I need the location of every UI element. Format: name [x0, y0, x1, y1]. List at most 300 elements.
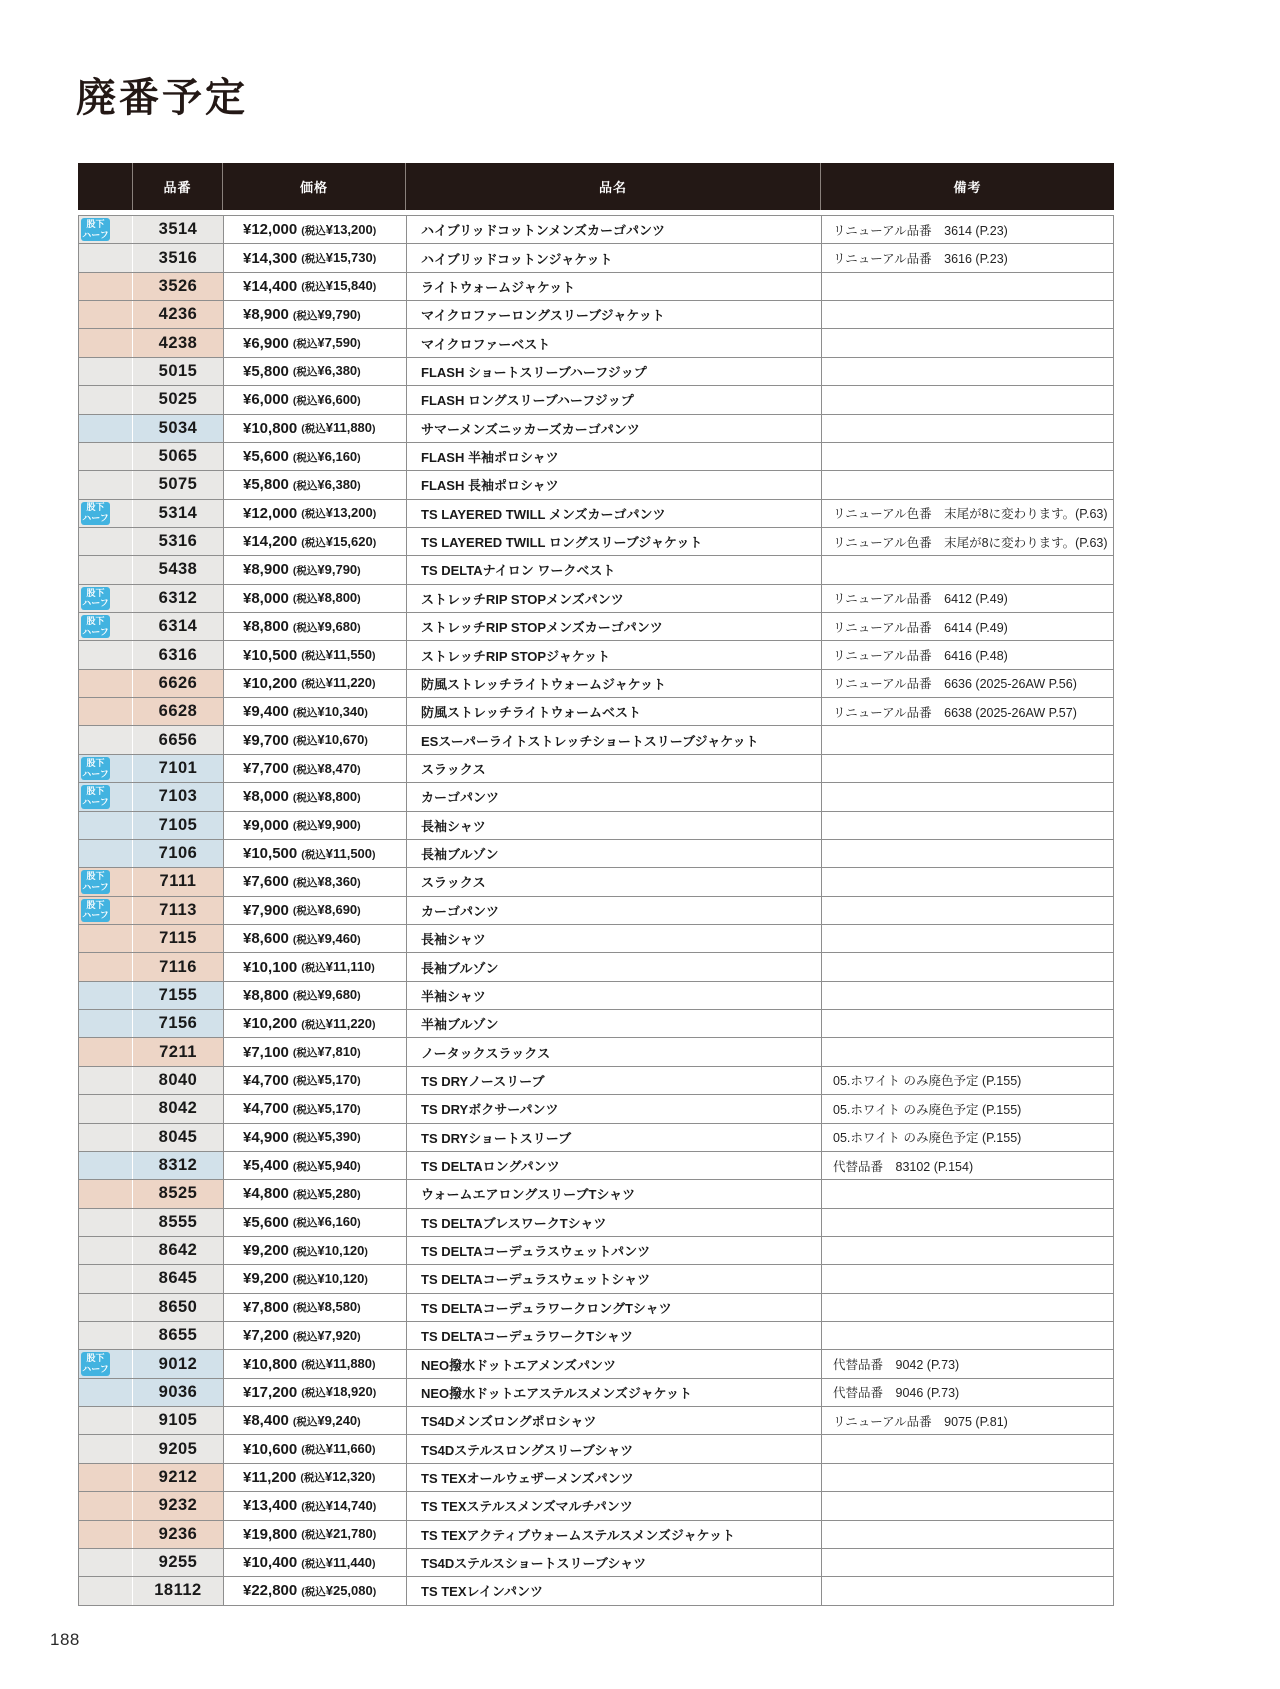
price-tax-included — [301, 1383, 376, 1401]
price-cell — [223, 783, 406, 810]
product-code: 7105 — [133, 812, 223, 839]
table-row — [79, 443, 1113, 471]
badge-line-1: 股下 — [86, 757, 105, 768]
product-name: TS DELTAコーデュラワークTシャツ — [406, 1322, 821, 1349]
tax-suffix: ) — [357, 479, 361, 492]
tax-value: ¥11,660 — [325, 1441, 373, 1457]
price-cell — [223, 1379, 406, 1406]
price-cell — [223, 1464, 406, 1491]
table-row — [79, 386, 1113, 414]
remark — [821, 1180, 1113, 1207]
tax-suffix: ) — [357, 1217, 361, 1230]
tax-suffix: ) — [372, 224, 377, 237]
tag-cell — [79, 556, 133, 583]
tax-prefix: (税込 — [292, 876, 318, 889]
table-row — [79, 868, 1113, 896]
tax-prefix: (税込 — [301, 1500, 326, 1513]
remark — [821, 1464, 1113, 1491]
tax-suffix: ) — [357, 451, 361, 464]
tax-value: ¥5,280 — [317, 1185, 358, 1201]
remark — [821, 386, 1113, 413]
product-name: 長袖シャツ — [406, 925, 821, 952]
remark — [821, 755, 1113, 782]
tag-cell — [79, 329, 133, 356]
tax-suffix: ) — [357, 338, 361, 351]
remark: リニューアル品番 6416 (P.48) — [821, 641, 1113, 668]
product-name: TS DRYボクサーパンツ — [406, 1095, 821, 1122]
price-tax-included — [301, 419, 375, 437]
price-base: ¥6,900 — [243, 334, 289, 352]
product-name: TS DRYショートスリーブ — [406, 1124, 821, 1151]
tax-prefix: (税込 — [292, 366, 318, 379]
price-cell — [223, 1265, 406, 1292]
tax-suffix: ) — [357, 1330, 361, 1343]
price-tax-included — [301, 533, 376, 551]
tax-value: ¥9,680 — [317, 618, 358, 634]
badge-line-2: ハーフ — [82, 768, 109, 779]
price-tax-included — [293, 362, 361, 380]
price-cell — [223, 755, 406, 782]
tax-suffix: ) — [357, 791, 361, 804]
price-cell — [223, 1124, 406, 1151]
remark — [821, 301, 1113, 328]
badge-line-2: ハーフ — [82, 598, 109, 609]
remark — [821, 329, 1113, 356]
tax-prefix: (税込 — [292, 394, 318, 407]
price-tax-included — [301, 1582, 376, 1600]
price-base: ¥8,000 — [243, 788, 289, 806]
product-name: 長袖シャツ — [406, 812, 821, 839]
remark: リニューアル品番 6638 (2025-26AW P.57) — [821, 698, 1113, 725]
tax-prefix: (税込 — [292, 905, 318, 918]
remark — [821, 868, 1113, 895]
price-tax-included — [293, 306, 361, 324]
tag-cell — [79, 953, 133, 980]
price-cell — [223, 1294, 406, 1321]
remark — [821, 953, 1113, 980]
price-base: ¥5,600 — [243, 448, 289, 466]
badge-line-2: ハーフ — [82, 796, 109, 807]
tag-cell — [79, 1435, 133, 1462]
tax-value: ¥11,550 — [325, 647, 373, 663]
tag-cell — [79, 1350, 133, 1377]
price-cell — [223, 471, 406, 498]
remark — [821, 840, 1113, 867]
tax-value: ¥5,390 — [317, 1129, 358, 1145]
tag-cell — [79, 613, 133, 640]
price-tax-included — [293, 618, 361, 636]
remark — [821, 783, 1113, 810]
tax-value: ¥11,880 — [325, 420, 373, 436]
price-tax-included — [293, 731, 368, 749]
price-tax-included — [300, 1468, 375, 1486]
remark — [821, 273, 1113, 300]
price-base: ¥4,900 — [243, 1128, 289, 1146]
price-tax-included — [301, 1015, 375, 1033]
product-code: 5438 — [133, 556, 223, 583]
tax-value: ¥5,170 — [317, 1072, 358, 1088]
product-code: 9232 — [133, 1492, 223, 1519]
remark — [821, 1209, 1113, 1236]
tax-suffix: ) — [372, 1387, 377, 1400]
product-name: TS4Dステルスショートスリーブシャツ — [406, 1549, 821, 1576]
tax-prefix: (税込 — [301, 1529, 326, 1542]
tax-suffix: ) — [372, 1444, 376, 1457]
tax-prefix: (税込 — [301, 224, 326, 237]
tax-prefix: (税込 — [292, 1132, 318, 1145]
price-cell — [223, 1407, 406, 1434]
price-tax-included — [293, 788, 361, 806]
tax-value: ¥11,880 — [325, 1356, 373, 1372]
table-row — [79, 783, 1113, 811]
product-name: 長袖ブルゾン — [406, 840, 821, 867]
table-row — [79, 1067, 1113, 1095]
tax-prefix: (税込 — [292, 564, 318, 577]
price-tax-included — [293, 1213, 361, 1231]
price-cell — [223, 1237, 406, 1264]
price-cell — [223, 868, 406, 895]
product-name: ストレッチRIP STOPメンズカーゴパンツ — [406, 613, 821, 640]
table-row — [79, 585, 1113, 613]
header-price: 価格 — [222, 163, 405, 210]
tag-cell — [79, 471, 133, 498]
product-code: 7101 — [133, 755, 223, 782]
tax-value: ¥6,160 — [317, 448, 358, 464]
tax-suffix: ) — [364, 706, 368, 719]
tax-suffix: ) — [357, 593, 361, 606]
table-header-row — [78, 163, 1114, 210]
tag-cell — [79, 1237, 133, 1264]
price-tax-included — [293, 760, 361, 778]
table-row — [79, 1322, 1113, 1350]
tax-prefix: (税込 — [301, 1387, 326, 1400]
product-name: FLASH 半袖ポロシャツ — [406, 443, 821, 470]
badge-line-2: ハーフ — [82, 1364, 109, 1375]
price-base: ¥5,800 — [243, 476, 289, 494]
tag-cell — [79, 301, 133, 328]
price-base: ¥14,400 — [243, 277, 298, 295]
tag-cell — [79, 1294, 133, 1321]
remark — [821, 897, 1113, 924]
remark: リニューアル品番 3616 (P.23) — [821, 244, 1113, 271]
price-tax-included — [293, 1185, 361, 1203]
tax-prefix: (税込 — [292, 820, 318, 833]
header-product-name: 品名 — [405, 163, 820, 210]
tax-prefix: (税込 — [301, 1359, 326, 1372]
price-base: ¥12,000 — [243, 504, 298, 522]
table-row — [79, 1407, 1113, 1435]
price-cell — [223, 641, 406, 668]
tax-suffix: ) — [372, 281, 377, 294]
inseam-half-badge — [81, 757, 110, 780]
product-code: 7111 — [133, 868, 223, 895]
product-name: TS TEXアクティブウォームステルスメンズジャケット — [406, 1521, 821, 1548]
product-code: 7115 — [133, 925, 223, 952]
tag-cell — [79, 641, 133, 668]
header-remarks: 備考 — [820, 163, 1114, 210]
table-body — [78, 215, 1114, 1606]
product-code: 8655 — [133, 1322, 223, 1349]
price-tax-included — [293, 703, 368, 721]
remark: リニューアル品番 6412 (P.49) — [821, 585, 1113, 612]
price-cell — [223, 670, 406, 697]
price-cell — [223, 301, 406, 328]
product-name: TS TEXオールウェザーメンズパンツ — [406, 1464, 821, 1491]
remark: 05.ホワイト のみ廃色予定 (P.155) — [821, 1095, 1113, 1122]
tax-value: ¥11,110 — [325, 959, 372, 975]
price-cell — [223, 982, 406, 1009]
remark: 05.ホワイト のみ廃色予定 (P.155) — [821, 1124, 1113, 1151]
tax-value: ¥8,360 — [317, 873, 358, 889]
tax-suffix: ) — [371, 1472, 376, 1485]
product-name: TS TEXステルスメンズマルチパンツ — [406, 1492, 821, 1519]
remark — [821, 415, 1113, 442]
tax-prefix: (税込 — [292, 1103, 318, 1116]
tax-prefix: (税込 — [292, 1188, 318, 1201]
inseam-half-badge — [81, 502, 110, 525]
price-base: ¥4,700 — [243, 1100, 289, 1118]
product-code: 7103 — [133, 783, 223, 810]
badge-line-2: ハーフ — [82, 229, 109, 240]
tag-cell — [79, 273, 133, 300]
table-row — [79, 1435, 1113, 1463]
price-tax-included — [293, 448, 361, 466]
product-name: TS4Dステルスロングスリーブシャツ — [406, 1435, 821, 1462]
product-name: TS DELTAロングパンツ — [406, 1152, 821, 1179]
product-name: FLASH ショートスリーブハーフジップ — [406, 358, 821, 385]
tax-suffix: ) — [364, 1245, 368, 1258]
price-tax-included — [293, 561, 361, 579]
price-cell — [223, 1067, 406, 1094]
price-tax-included — [293, 334, 361, 352]
tax-prefix: (税込 — [292, 1415, 318, 1428]
product-code: 9255 — [133, 1549, 223, 1576]
price-base: ¥10,200 — [243, 674, 298, 692]
tax-suffix: ) — [357, 1302, 361, 1315]
tax-prefix: (税込 — [301, 678, 326, 691]
product-name: TS DELTAコーデュラワークロングTシャツ — [406, 1294, 821, 1321]
tax-suffix: ) — [357, 564, 361, 577]
price-cell — [223, 698, 406, 725]
product-code: 7113 — [133, 897, 223, 924]
tax-value: ¥8,580 — [317, 1299, 358, 1315]
price-base: ¥7,200 — [243, 1327, 289, 1345]
price-cell — [223, 216, 406, 243]
price-cell — [223, 1209, 406, 1236]
price-tax-included — [301, 504, 376, 522]
tag-cell — [79, 443, 133, 470]
table-row — [79, 726, 1113, 754]
product-code: 9012 — [133, 1350, 223, 1377]
remark — [821, 1010, 1113, 1037]
tag-cell — [79, 670, 133, 697]
tax-suffix: ) — [372, 678, 376, 691]
price-cell — [223, 953, 406, 980]
tag-cell — [79, 925, 133, 952]
tax-value: ¥5,170 — [317, 1100, 358, 1116]
product-code: 6628 — [133, 698, 223, 725]
remark — [821, 1549, 1113, 1576]
product-code: 5015 — [133, 358, 223, 385]
product-code: 9036 — [133, 1379, 223, 1406]
tax-value: ¥5,940 — [317, 1157, 358, 1173]
badge-line-1: 股下 — [86, 1353, 105, 1364]
price-base: ¥5,400 — [243, 1157, 289, 1175]
page-title: 廃番予定 — [76, 76, 248, 120]
price-cell — [223, 1435, 406, 1462]
tax-suffix: ) — [371, 962, 375, 975]
product-name: サマーメンズニッカーズカーゴパンツ — [406, 415, 821, 442]
tax-suffix: ) — [372, 1557, 376, 1570]
tax-prefix: (税込 — [292, 309, 318, 322]
tag-cell — [79, 1322, 133, 1349]
tag-cell — [79, 1577, 133, 1604]
tag-cell — [79, 755, 133, 782]
product-code: 8645 — [133, 1265, 223, 1292]
product-code: 8642 — [133, 1237, 223, 1264]
remark: 代替品番 9046 (P.73) — [821, 1379, 1113, 1406]
tax-suffix: ) — [357, 905, 361, 918]
remark — [821, 1577, 1113, 1604]
product-name: スラックス — [406, 755, 821, 782]
tag-cell — [79, 1464, 133, 1491]
table-row — [79, 897, 1113, 925]
discontinued-products-table — [78, 163, 1114, 1606]
product-code: 9205 — [133, 1435, 223, 1462]
price-cell — [223, 1322, 406, 1349]
price-tax-included — [301, 674, 375, 692]
price-cell — [223, 386, 406, 413]
tag-cell — [79, 1407, 133, 1434]
price-cell — [223, 613, 406, 640]
remark: リニューアル品番 6636 (2025-26AW P.56) — [821, 670, 1113, 697]
tag-cell — [79, 386, 133, 413]
price-tax-included — [301, 646, 375, 664]
product-name: 半袖ブルゾン — [406, 1010, 821, 1037]
price-cell — [223, 244, 406, 271]
price-cell — [223, 1095, 406, 1122]
price-base: ¥19,800 — [243, 1525, 298, 1543]
price-base: ¥8,600 — [243, 930, 289, 948]
product-name: TS4Dメンズロングポロシャツ — [406, 1407, 821, 1434]
tax-prefix: (税込 — [292, 1047, 318, 1060]
price-cell — [223, 1577, 406, 1604]
tax-value: ¥7,810 — [317, 1044, 358, 1060]
tax-value: ¥7,590 — [317, 335, 358, 351]
remark — [821, 443, 1113, 470]
tax-prefix: (税込 — [301, 1557, 326, 1570]
product-code: 3514 — [133, 216, 223, 243]
tax-prefix: (税込 — [292, 1302, 318, 1315]
tax-prefix: (税込 — [292, 479, 318, 492]
price-base: ¥9,200 — [243, 1270, 289, 1288]
table-row — [79, 329, 1113, 357]
price-base: ¥9,700 — [243, 731, 289, 749]
product-code: 4238 — [133, 329, 223, 356]
table-row — [79, 1209, 1113, 1237]
price-cell — [223, 1152, 406, 1179]
table-row — [79, 415, 1113, 443]
tax-value: ¥10,340 — [317, 703, 365, 719]
table-row — [79, 1095, 1113, 1123]
remark: 代替品番 9042 (P.73) — [821, 1350, 1113, 1377]
tax-prefix: (税込 — [292, 1245, 318, 1258]
tax-value: ¥6,600 — [317, 391, 358, 407]
product-name: 防風ストレッチライトウォームジャケット — [406, 670, 821, 697]
table-row — [79, 556, 1113, 584]
inseam-half-badge — [81, 899, 110, 922]
tag-cell — [79, 1180, 133, 1207]
price-cell — [223, 585, 406, 612]
table-row — [79, 1379, 1113, 1407]
remark: 05.ホワイト のみ廃色予定 (P.155) — [821, 1067, 1113, 1094]
price-cell — [223, 1038, 406, 1065]
table-row — [79, 358, 1113, 386]
price-base: ¥9,400 — [243, 703, 289, 721]
price-base: ¥5,600 — [243, 1213, 289, 1231]
tag-cell — [79, 783, 133, 810]
product-name: スラックス — [406, 868, 821, 895]
product-code: 6312 — [133, 585, 223, 612]
remark — [821, 812, 1113, 839]
badge-line-2: ハーフ — [82, 626, 109, 637]
table-row — [79, 812, 1113, 840]
price-base: ¥7,900 — [243, 901, 289, 919]
tax-prefix: (税込 — [292, 451, 318, 464]
table-row — [79, 698, 1113, 726]
price-tax-included — [301, 958, 375, 976]
tax-value: ¥18,920 — [325, 1384, 373, 1400]
tax-prefix: (税込 — [292, 933, 318, 946]
product-name: ノータックスラックス — [406, 1038, 821, 1065]
inseam-half-badge — [81, 785, 110, 808]
tax-prefix: (税込 — [292, 338, 318, 351]
table-row — [79, 613, 1113, 641]
product-code: 18112 — [133, 1577, 223, 1604]
table-row — [79, 301, 1113, 329]
badge-line-1: 股下 — [86, 587, 105, 598]
tax-value: ¥11,220 — [325, 675, 373, 691]
product-code: 6656 — [133, 726, 223, 753]
price-cell — [223, 358, 406, 385]
price-tax-included — [301, 249, 376, 267]
price-tax-included — [293, 589, 361, 607]
product-code: 7106 — [133, 840, 223, 867]
product-name: マイクロファーロングスリーブジャケット — [406, 301, 821, 328]
remark: リニューアル品番 9075 (P.81) — [821, 1407, 1113, 1434]
tag-cell — [79, 868, 133, 895]
tax-prefix: (税込 — [301, 1018, 326, 1031]
price-base: ¥8,800 — [243, 986, 289, 1004]
tax-prefix: (税込 — [301, 962, 326, 975]
tax-suffix: ) — [357, 990, 361, 1003]
table-row — [79, 528, 1113, 556]
price-tax-included — [301, 1497, 376, 1515]
tax-prefix: (税込 — [292, 1075, 318, 1088]
tax-value: ¥8,470 — [317, 760, 358, 776]
tax-prefix: (税込 — [292, 1217, 318, 1230]
price-tax-included — [293, 1071, 361, 1089]
tax-value: ¥8,800 — [317, 590, 358, 606]
tax-suffix: ) — [357, 394, 361, 407]
tax-suffix: ) — [357, 933, 361, 946]
price-base: ¥14,300 — [243, 249, 298, 267]
tax-prefix: (税込 — [301, 650, 326, 663]
remark — [821, 358, 1113, 385]
remark: リニューアル品番 6414 (P.49) — [821, 613, 1113, 640]
price-tax-included — [293, 476, 361, 494]
product-code: 5075 — [133, 471, 223, 498]
